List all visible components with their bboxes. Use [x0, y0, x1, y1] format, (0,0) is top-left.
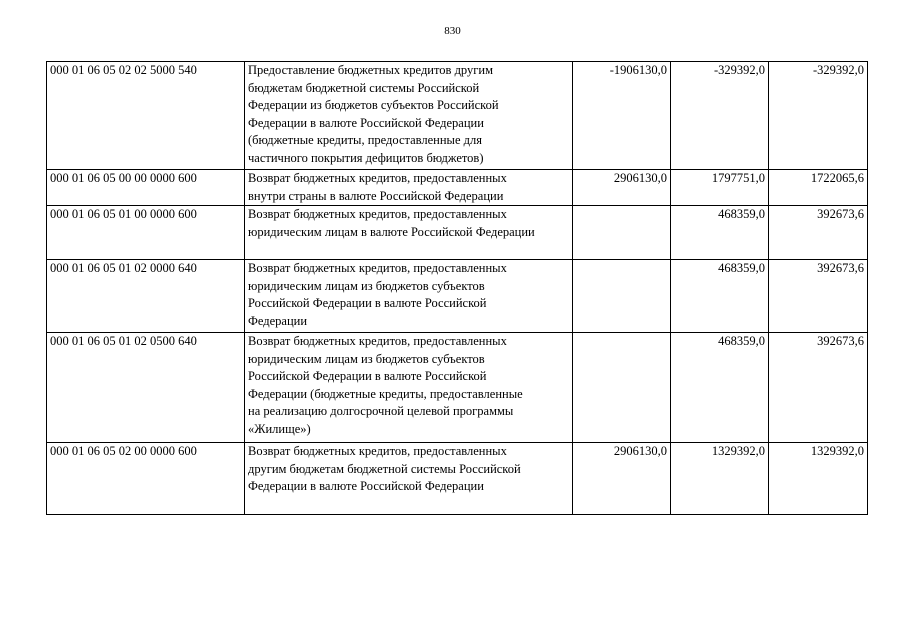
item-name-line: Федерации	[248, 313, 308, 328]
item-name-line: внутри страны в валюте Российской Федерации	[248, 188, 504, 203]
item-name-line: на реализацию долгосрочной целевой программы	[248, 404, 514, 418]
table-row	[47, 206, 868, 260]
amount-col-3: 1329392,0	[769, 443, 868, 515]
item-name-line: Возврат бюджетных кредитов, предоставленных	[248, 444, 507, 458]
amount-col-2: 468359,0	[671, 206, 769, 260]
amount-col-1	[573, 260, 671, 333]
item-name-line: частичного покрытия дефицитов бюджетов)	[248, 150, 484, 165]
item-name-line: Возврат бюджетных кредитов, предоставленных	[248, 171, 507, 185]
item-name-line: Федерации в валюте Российской Федерации	[248, 479, 484, 493]
item-name	[245, 170, 573, 206]
item-name-line: Федерации в валюте Российской Федерации	[248, 115, 484, 130]
item-name-line: Предоставление бюджетных кредитов другим	[248, 63, 493, 77]
amount-col-2: 1797751,0	[671, 170, 769, 206]
budget-code: 000 01 06 05 01 02 0500 640	[47, 333, 245, 443]
budget-sources-table	[46, 61, 868, 515]
amount-col-3: 392673,6	[769, 333, 868, 443]
item-name	[245, 62, 573, 170]
table-row	[47, 62, 868, 170]
budget-code: 000 01 06 05 00 00 0000 600	[47, 170, 245, 206]
item-name	[245, 260, 573, 333]
amount-col-2: 468359,0	[671, 260, 769, 333]
table-row	[47, 443, 868, 515]
amount-col-2: 468359,0	[671, 333, 769, 443]
amount-col-1	[573, 206, 671, 260]
item-name-line: Возврат бюджетных кредитов, предоставленных	[248, 334, 507, 348]
item-name	[245, 206, 573, 260]
amount-col-3: 392673,6	[769, 260, 868, 333]
table-row	[47, 170, 868, 206]
amount-col-2: 1329392,0	[671, 443, 769, 515]
item-name	[245, 443, 573, 515]
amount-col-1: 2906130,0	[573, 170, 671, 206]
item-name-line: (бюджетные кредиты, предоставленные для	[248, 133, 482, 147]
budget-code: 000 01 06 05 02 02 5000 540	[47, 62, 245, 170]
item-name-line: «Жилище»)	[248, 421, 311, 436]
item-name-line: Федерации (бюджетные кредиты, предоставленные	[248, 386, 523, 401]
item-name-line: бюджетам бюджетной системы Российской	[248, 80, 480, 95]
amount-col-3: 1722065,6	[769, 170, 868, 206]
amount-col-3: 392673,6	[769, 206, 868, 260]
amount-col-1: -1906130,0	[573, 62, 671, 170]
item-name-line: юридическим лицам из бюджетов субъектов	[248, 351, 485, 366]
item-name-line: Возврат бюджетных кредитов, предоставленных	[248, 261, 507, 275]
budget-code: 000 01 06 05 01 00 0000 600	[47, 206, 245, 260]
page-number: 830	[444, 25, 461, 37]
item-name-line: юридическим лицам из бюджетов субъектов	[248, 278, 485, 293]
amount-col-1: 2906130,0	[573, 443, 671, 515]
budget-code: 000 01 06 05 02 00 0000 600	[47, 443, 245, 515]
budget-code: 000 01 06 05 01 02 0000 640	[47, 260, 245, 333]
item-name-line: другим бюджетам бюджетной системы Российской	[248, 461, 521, 476]
table-row	[47, 260, 868, 333]
amount-col-1	[573, 333, 671, 443]
item-name	[245, 333, 573, 443]
amount-col-2: -329392,0	[671, 62, 769, 170]
item-name-line: юридическим лицам в валюте Российской Федерации	[248, 224, 535, 239]
item-name-line: Российской Федерации в валюте Российской	[248, 296, 487, 310]
item-name-line: Российской Федерации в валюте Российской	[248, 369, 487, 383]
amount-col-3: -329392,0	[769, 62, 868, 170]
item-name-line: Федерации из бюджетов субъектов Российской	[248, 98, 499, 112]
item-name-line: Возврат бюджетных кредитов, предоставленных	[248, 207, 507, 221]
table-row	[47, 333, 868, 443]
